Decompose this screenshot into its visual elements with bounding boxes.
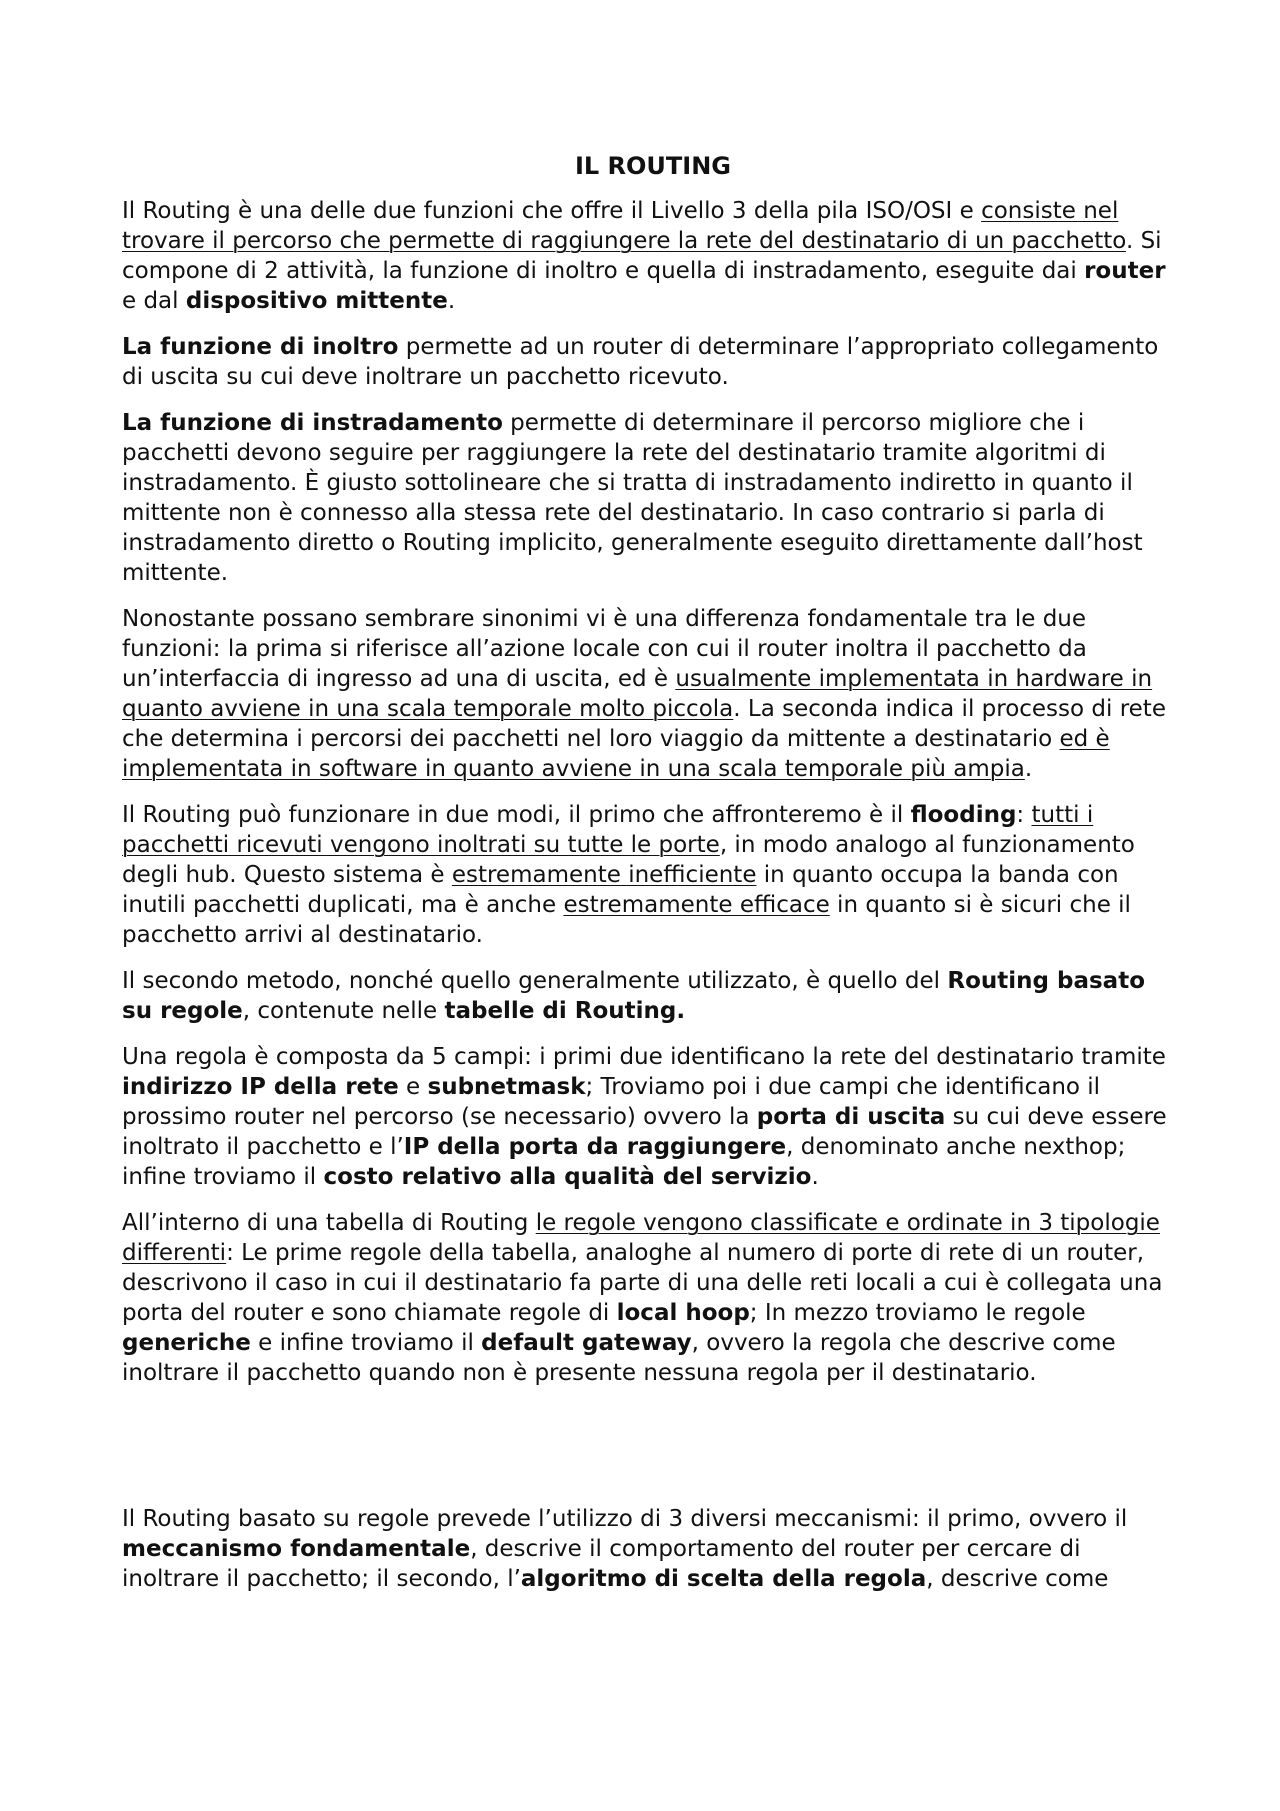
document-body-continued	[122, 1504, 1172, 1594]
bold-text: La funzione di instradamento	[122, 410, 503, 436]
bold-text: router	[1084, 258, 1166, 284]
underlined-text: ed è implementata in software in quanto avviene in una scala temporale più ampia	[122, 726, 1110, 782]
paragraph	[122, 800, 1172, 950]
underlined-text: consiste nel trovare il percorso che permette di raggiungere la rete del destinatario di un pacchetto	[122, 198, 1126, 254]
underlined-text: estremamente efficace	[563, 892, 830, 918]
text-run: . La seconda indica il processo di rete che determina i percorsi dei pacchetti nel loro viaggio da mittente a destinatario	[122, 696, 1166, 752]
text-run: .	[447, 288, 456, 314]
text-run: , denominato anche nexthop; infine troviamo il	[122, 1134, 1126, 1190]
bold-text: dispositivo mittente	[185, 288, 448, 314]
paragraph	[122, 966, 1172, 1026]
text-run: : Le prime regole della tabella, analoghe al numero di porte di rete di un router, descrivono il caso in cui il destinatario fa parte di una delle reti locali a cui è collegata una porta del router e sono chiamate regole di	[122, 1240, 1163, 1326]
text-run: su cui deve essere inoltrato il pacchetto e l’	[122, 1104, 1167, 1160]
text-run: permette di determinare il percorso migliore che i pacchetti devono seguire per raggiungere la rete del destinatario tramite algoritmi di instradamento. È giusto sottolineare che si tratta di instradamento indiretto in quanto il mittente non è connesso alla stessa rete del destinatario. In caso contrario si parla di instradamento diretto o Routing implicito, generalmente eseguito direttamente dall’host mittente.	[122, 410, 1143, 586]
text-run: Il Routing è una delle due funzioni che offre il Livello 3 della pila ISO/OSI e	[122, 198, 982, 224]
text-run: All’interno di una tabella di Routing	[122, 1210, 536, 1236]
bold-text: subnetmask	[427, 1074, 586, 1100]
bold-text: meccanismo fondamentale	[122, 1536, 471, 1562]
document-page	[122, 150, 1172, 1610]
paragraph	[122, 1042, 1172, 1192]
bold-text: local hoop	[616, 1300, 750, 1326]
text-run: .	[811, 1164, 819, 1190]
paragraph	[122, 332, 1172, 392]
underlined-text: estremamente inefficiente	[451, 862, 757, 888]
text-run: Nonostante possano sembrare sinonimi vi è una differenza fondamentale tra le due funzioni: la prima si riferisce all’azione locale con cui il router inoltra il pacchetto da un’interfaccia di ingresso ad una di uscita, ed è	[122, 606, 1087, 692]
text-run: e	[398, 1074, 428, 1100]
text-run: ; In mezzo troviamo le regole	[749, 1300, 1086, 1326]
document-body	[122, 196, 1172, 1388]
paragraph	[122, 1504, 1172, 1594]
bold-text: La funzione di inoltro	[122, 334, 399, 360]
text-run: Il Routing può funzionare in due modi, il primo che affronteremo è il	[122, 802, 911, 828]
text-run: , contenute nelle	[242, 998, 445, 1024]
bold-text: algoritmo di scelta della regola	[520, 1566, 927, 1592]
text-run: . Si compone di 2 attività, la funzione di inoltro e quella di instradamento, eseguite dai	[122, 228, 1162, 284]
bold-text: Routing basato su regole	[122, 968, 1145, 1024]
text-run: e infine troviamo il	[250, 1330, 482, 1356]
text-run: , in modo analogo al funzionamento degli hub. Questo sistema è	[122, 832, 1135, 888]
text-run: , descrive il comportamento del router per cercare di inoltrare il pacchetto; il secondo, l’	[122, 1536, 1081, 1592]
bold-text: tabelle di Routing.	[444, 998, 686, 1024]
bold-text: porta di uscita	[756, 1104, 946, 1130]
bold-text: IP della porta da raggiungere	[403, 1134, 787, 1160]
bold-text: generiche	[122, 1330, 251, 1356]
paragraph	[122, 408, 1172, 588]
text-run: in quanto occupa la banda con inutili pacchetti duplicati, ma è anche	[122, 862, 1119, 918]
underlined-text: tutti i pacchetti ricevuti vengono inoltrati su tutte le porte	[122, 802, 1094, 858]
bold-text: indirizzo IP della rete	[122, 1074, 399, 1100]
paragraph	[122, 1208, 1172, 1388]
text-run: permette ad un router di determinare l’appropriato collegamento di uscita su cui deve inoltrare un pacchetto ricevuto.	[122, 334, 1159, 390]
text-run: Il Routing basato su regole prevede l’utilizzo di 3 diversi meccanismi: il primo, ovvero il	[122, 1506, 1128, 1532]
underlined-text: le regole vengono classificate e ordinate in 3 tipologie differenti	[122, 1210, 1160, 1266]
paragraph	[122, 196, 1172, 316]
text-run: , descrive come	[926, 1566, 1109, 1592]
bold-text: flooding	[910, 802, 1017, 828]
text-run: ; Troviamo poi i due campi che identificano il prossimo router nel percorso (se necessario) ovvero la	[122, 1074, 1101, 1130]
page-title: IL ROUTING	[574, 152, 732, 180]
text-run: Il secondo metodo, nonché quello generalmente utilizzato, è quello del	[122, 968, 948, 994]
text-run: :	[1016, 802, 1032, 828]
text-run: .	[1024, 756, 1033, 782]
text-run: in quanto si è sicuri che il pacchetto arrivi al destinatario.	[122, 892, 1131, 948]
blank-gap	[122, 1404, 1172, 1504]
underlined-text: usualmente implementata in hardware in quanto avviene in una scala temporale molto piccola	[122, 666, 1153, 722]
text-run: , ovvero la regola che descrive come inoltrare il pacchetto quando non è presente nessuna regola per il destinatario.	[122, 1330, 1116, 1386]
bold-text: default gateway	[481, 1330, 692, 1356]
text-run: e dal	[122, 288, 186, 314]
paragraph	[122, 604, 1172, 784]
text-run: Una regola è composta da 5 campi: i primi due identificano la rete del destinatario tramite	[122, 1044, 1166, 1070]
bold-text: costo relativo alla qualità del servizio	[323, 1164, 812, 1190]
